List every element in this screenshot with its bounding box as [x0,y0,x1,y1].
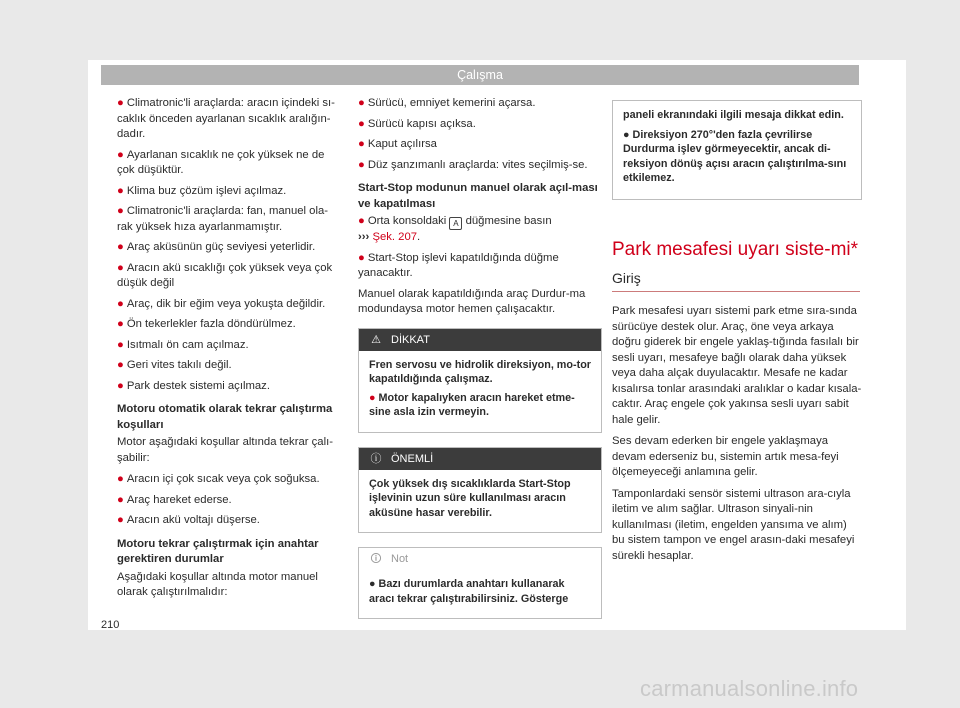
list-item: ● Ön tekerlekler fazla döndürülmez. [117,318,296,330]
paragraph: Park mesafesi uyarı sistemi park etme sıra-sında sürücüye destek olur. Araç, öne veya arkaya doğru giderek bir engele yaklaş-tığında fasılalı bir sesli uyarı, mesafeye bağlı olarak daha yüksek veya daha alçak duyulacaktır. Mesafe ne kadar kısalırsa tonlar arasındaki aralıklar o kadar kısala-caktır. Araç engele çok yakınsa sesli uyarı sabit hale gelir. [612,305,862,426]
bullet-dot: ● [117,338,124,351]
note-header: 🛈 Not [359,548,601,570]
warning-header: ⚠ DİKKAT [359,329,601,351]
note-box-continued: paneli ekranındaki ilgili mesaja dikkat edin. ● Direksiyon 270°'den fazla çevrilirse Durdurma işlev görmeyecektir, ancak di-reksiyon dönüş açısı aracın çalıştırılma-sını etkilemez. [612,100,862,200]
paragraph: Tamponlardaki sensör sistemi ultrason ara-cıyla iletim ve alım sağlar. Ultrason sinyali-nin kullanılması (iletim, engelden yansıma ve alım) bu sistem tampon ve engel arasın-daki mesafeyi sürekli hesaplar. [612,487,855,562]
warning-body: Fren servosu ve hidrolik direksiyon, mo-tor kapatıldığında çalışmaz. ● Motor kapalıyken aracın hareket etme-sine asla izin vermeyin. [369,358,591,418]
list-item: ● Klima buz çözüm işlevi açılmaz. [117,184,287,197]
text-restart: Motor aşağıdaki koşullar altında tekrar çalı-şabilir: [117,436,333,464]
list-item: ● Orta konsoldaki A düğmesine basın ››› Şek. 207. [358,215,552,243]
list-item: ● Aracın akü sıcaklığı çok yüksek veya çok düşük değil [117,261,333,289]
list-item: ● Aracın içi çok sıcak veya çok soğuksa. [117,473,320,485]
text-manual-off: Manuel olarak kapatıldığında araç Durdur-ma modundaysa motor hemen çalışacaktır. [358,287,586,315]
bullet-dot: ● [117,297,124,310]
info-circle-icon: ⓘ [370,452,382,465]
list-item: ● Kaput açılırsa [358,138,437,150]
figure-link[interactable]: Şek. 207 [372,231,418,243]
bullet-dot: ● [117,473,124,485]
paragraph: Ses devam ederken bir engele yaklaşmaya devam ederseniz bu, sistemin artık mesa-feyi ölçemeyeceği anlamına gelir. [612,435,839,478]
bullet-dot: ● [117,205,124,217]
list-item: ● Sürücü kapısı açıksa. [358,117,476,130]
bullet-list-key-required [358,96,602,173]
list-item: ● Geri vites takılı değil. [117,359,232,371]
bullet-dot: ● [369,578,376,590]
bullet-dot: ● [358,158,365,171]
list-item: ● Sürücü, emniyet kemerini açarsa. [358,97,536,109]
bullet-dot: ● [117,318,124,330]
bullet-dot: ● [358,215,365,227]
important-header: ⓘ ÖNEMLİ [359,448,601,470]
bullet-list-restart [117,472,341,529]
bullet-dot: ● [117,261,124,274]
list-item: ● Aracın akü voltajı düşerse. [117,514,260,526]
bullet-list-manual [358,214,602,282]
heading-restart: Motoru otomatik olarak tekrar çalıştırma koşulları [117,403,333,431]
important-box [358,447,602,534]
list-item: ● Isıtmalı ön cam açılmaz. [117,338,249,351]
bullet-list-conditions [117,96,341,394]
bullet-dot: ● [358,117,365,130]
bullet-dot: ● [117,148,124,161]
subsection-title: Giriş [612,271,860,293]
column-3 [612,100,862,570]
list-item: ● Araç, dik bir eğim veya yokuşta değildir. [117,297,326,310]
section-title: Park mesafesi uyarı siste-mi* [612,238,859,260]
list-item: ● Climatronic'li araçlarda: fan, manuel ola-rak yüksek hıza ayarlanmamıştır. [117,205,329,233]
bullet-dot: ● [117,359,124,371]
bullet-dot: ● [369,391,376,404]
list-item: ● Araç hareket ederse. [117,493,232,506]
bullet-dot: ● [358,97,365,109]
important-body: Çok yüksek dış sıcaklıklarda Start-Stop işlevinin uzun süre kullanılması aracın aküsüne hasar verebilir. [369,477,571,519]
list-item: ● Start-Stop işlevi kapatıldığında düğme yanacaktır. [358,251,559,279]
column-1 [117,96,341,607]
bullet-dot: ● [117,514,124,526]
list-item: ● Park destek sistemi açılmaz. [117,379,270,392]
bullet-dot: ● [358,251,365,264]
bullet-dot: ● [117,241,124,253]
bullet-dot: ● [117,97,124,109]
bullet-dot: ● [623,128,630,141]
xref-arrow: ››› [358,231,370,243]
note-icon: 🛈 [370,553,382,565]
note-body: ● Bazı durumlarda anahtarı kullanarak aracı tekrar çalıştırabilirsiniz. Gösterge [369,578,569,605]
heading-manual-toggle: Start-Stop modunun manuel olarak açıl-ması ve kapatılması [358,182,598,210]
page-header: Çalışma [101,65,859,85]
note-box [358,547,602,619]
bullet-dot: ● [358,138,365,150]
bullet-dot: ● [117,379,124,392]
start-stop-button-icon: A [449,217,462,230]
text-manual-start: Aşağıdaki koşullar altında motor manuel olarak çalıştırılmalıdır: [117,570,318,598]
page-number: 210 [101,619,120,631]
heading-manual-start: Motoru tekrar çalıştırmak için anahtar gerektiren durumlar [117,537,319,565]
warning-triangle-icon: ⚠ [371,333,381,346]
column-2 [358,96,602,619]
warning-box [358,328,602,433]
list-item: ● Araç aküsünün güç seviyesi yeterlidir. [117,241,316,253]
list-item: ● Climatronic'li araçlarda: aracın içindeki sı-caklık önceden ayarlanan sıcaklık aralığın-dadır. [117,97,335,140]
bullet-dot: ● [117,493,124,506]
bullet-dot: ● [117,184,124,197]
list-item: ● Ayarlanan sıcaklık ne çok yüksek ne de çok düşüktür. [117,148,325,176]
list-item: ● Düz şanzımanlı araçlarda: vites seçilmiş-se. [358,158,588,171]
watermark: carmanualsonline.info [640,676,859,701]
